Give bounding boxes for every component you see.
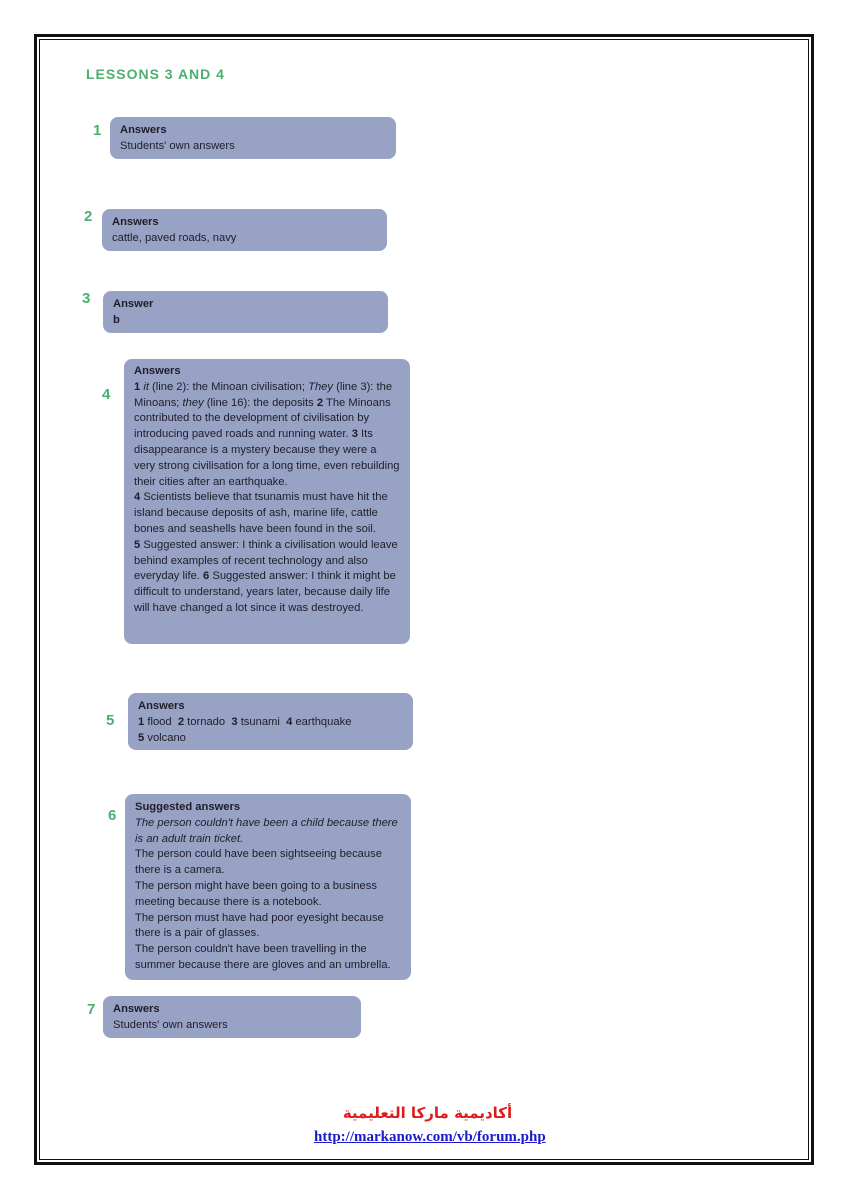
answer-heading: Answers [134, 365, 181, 377]
answer-text: cattle, paved roads, navy [112, 231, 237, 244]
answer-box-3 [103, 291, 388, 333]
quoted-word: they [182, 396, 204, 409]
answer-box-2 [102, 209, 387, 251]
item-number: 6 [203, 570, 210, 583]
item-number: 1 [134, 380, 141, 393]
answer-line: The person could have been sightseeing because there is a camera. [135, 848, 382, 877]
exercise-number-3: 3 [82, 290, 91, 307]
item-number: 5 [134, 538, 141, 551]
answer-text: Scientists believe that tsunamis must have hit the island because deposits of ash, marine life, cattle bones and seashells have been found in the soil. [134, 491, 388, 535]
lesson-title: LESSONS 3 AND 4 [86, 66, 225, 82]
exercise-number-2: 2 [84, 208, 93, 225]
quoted-word: They [308, 380, 333, 393]
answer-box-4 [124, 359, 410, 644]
item-number: 2 [316, 396, 324, 409]
answer-heading: Answers [113, 1003, 160, 1015]
exercise-number-6: 6 [108, 807, 117, 824]
exercise-number-1: 1 [93, 122, 102, 139]
answer-box-1 [110, 117, 396, 159]
answer-heading: Answers [112, 216, 159, 228]
answer-heading: Answer [113, 298, 154, 310]
exercise-number-7: 7 [87, 1001, 96, 1018]
answer-text: Students' own answers [113, 1018, 228, 1031]
answer-box-5 [128, 693, 413, 750]
answer-line: The person might have been going to a business meeting because there is a notebook. [135, 879, 377, 908]
answer-line: The person couldn't have been travelling in the summer because there are gloves and an umbrella. [135, 943, 391, 971]
forum-link[interactable]: http://markanow.com/vb/forum.php [314, 1129, 546, 1145]
answer-paragraph [134, 380, 400, 617]
answer-box-6 [125, 794, 411, 980]
exercise-number-4: 4 [102, 386, 111, 403]
answer-text: (line 16): the deposits [203, 396, 317, 409]
answer-list: 1 flood 2 tornado 3 tsunami 4 earthquake 5 volcano [138, 715, 352, 744]
academy-name: أكاديمية ماركا التعليمية [342, 1104, 513, 1122]
answer-text: b [113, 313, 120, 326]
item-number: 4 [134, 491, 141, 504]
answer-text: Suggested answer: I think a civilisation would leave behind examples of recent technology and also everyday life. [134, 538, 398, 583]
answer-text: (line 3): the Minoans; [134, 380, 393, 409]
exercise-number-5: 5 [106, 712, 115, 729]
answer-line: The person must have had poor eyesight because there is a pair of glasses. [135, 911, 384, 940]
answer-italic: The person couldn't have been a child because there is an adult train ticket. [135, 816, 398, 845]
answer-text: The Minoans contributed to the development of civilisation by introducing paved roads and running water. [134, 396, 391, 441]
item-number: 3 [351, 428, 358, 441]
quoted-word: it [143, 380, 149, 393]
answer-text: Its disappearance is a mystery because they were a very strong civilisation for a long time, even rebuilding their cities after an earthquake. [134, 428, 400, 488]
answer-text: Students' own answers [120, 139, 235, 152]
answer-heading: Answers [120, 124, 167, 136]
answer-heading: Answers [138, 700, 185, 712]
answer-text: Suggested answer: I think it might be difficult to understand, years later, because daily life will have changed a lot since it was destroyed. [134, 570, 396, 614]
answer-heading: Suggested answers [135, 801, 241, 813]
answer-box-7 [103, 996, 361, 1038]
answer-text: (line 2): the Minoan civilisation; [148, 380, 309, 393]
